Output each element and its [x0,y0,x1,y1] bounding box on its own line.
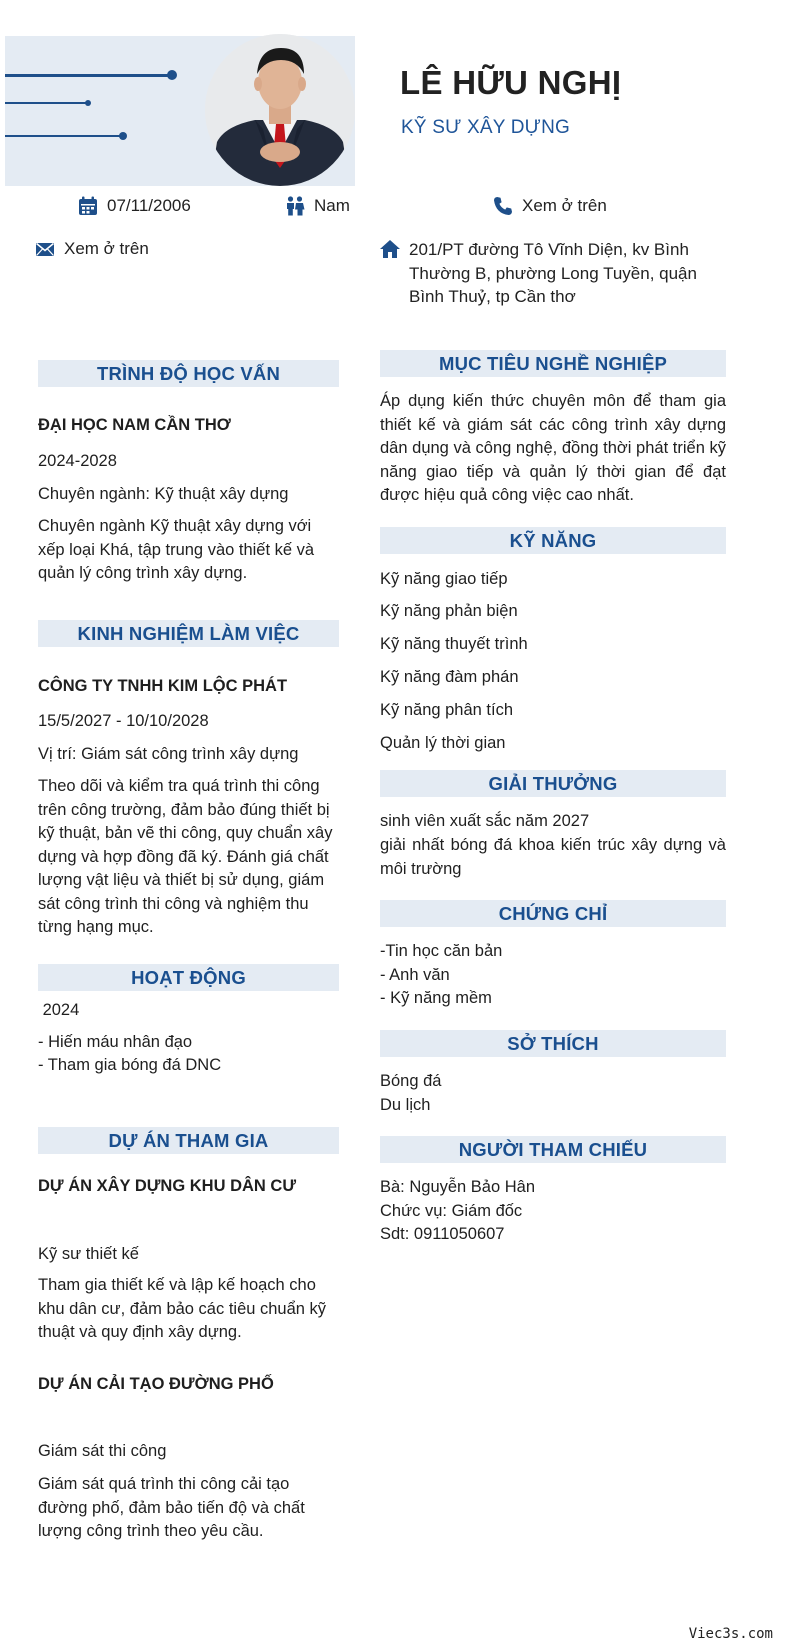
certificate-item: - Kỹ năng mềm [380,989,492,1007]
experience-company: CÔNG TY TNHH KIM LỘC PHÁT [38,677,288,695]
skill-item: Kỹ năng thuyết trình [380,635,528,653]
education-period: 2024-2028 [38,452,117,470]
reference-phone: Sdt: 0911050607 [380,1225,505,1243]
job-title: KỸ SƯ XÂY DỰNG [401,117,571,138]
education-heading: TRÌNH ĐỘ HỌC VẤN [38,360,339,387]
education-description: Chuyên ngành Kỹ thuật xây dựng với xếp loại Khá, tập trung vào thiết kế và quản lý công trình xây dựng. [38,517,315,582]
project-role: Kỹ sư thiết kế [38,1245,139,1263]
certificates-heading: CHỨNG CHỈ [380,900,726,927]
decor-line-2 [5,102,89,104]
phone-icon [493,196,513,216]
skill-item: Kỹ năng phản biện [380,602,518,620]
project-description: Giám sát quá trình thi công cải tạo đường phố, đảm bảo tiến độ và chất lượng công trình theo yêu cầu. [38,1475,305,1540]
hobby-item: Du lịch [380,1096,431,1114]
contact-phone [493,196,607,216]
education-school: ĐẠI HỌC NAM CẦN THƠ [38,416,231,434]
phone-value: Xem ở trên [522,196,607,215]
hobby-item: Bóng đá [380,1072,442,1090]
skill-item: Kỹ năng giao tiếp [380,570,508,588]
award-item: sinh viên xuất sắc năm 2027 [380,812,590,830]
experience-period: 15/5/2027 - 10/10/2028 [38,712,209,730]
education-major: Chuyên ngành: Kỹ thuật xây dựng [38,485,289,503]
project-description: Tham gia thiết kế và lập kế hoạch cho khu dân cư, đảm bảo các tiêu chuẩn kỹ thuật và quy định xây dựng. [38,1276,327,1341]
candidate-name: LÊ HỮU NGHỊ [400,64,622,101]
address-value: 201/PT đường Tô Vĩnh Diện, kv Bình Thường B, phường Long Tuyền, quận Bình Thuỷ, tp Cần thơ [409,240,697,306]
certificate-item: - Anh văn [380,966,450,984]
email-value: Xem ở trên [64,239,149,258]
projects-heading: DỰ ÁN THAM GIA [38,1127,339,1154]
decor-dot-3 [119,132,127,140]
reference-position: Chức vụ: Giám đốc [380,1202,523,1220]
reference-name: Bà: Nguyễn Bảo Hân [380,1178,536,1196]
contact-gender [285,196,350,216]
decor-line-3 [5,135,123,137]
decor-dot-1 [167,70,177,80]
experience-heading: KINH NGHIỆM LÀM VIỆC [38,620,339,647]
people-icon [285,196,305,216]
activity-item: - Tham gia bóng đá DNC [38,1056,222,1074]
calendar-icon [78,196,98,216]
decor-line-1 [5,74,173,77]
watermark: Viec3s.com [688,1626,773,1642]
project-role: Giám sát thi công [38,1442,167,1460]
references-heading: NGƯỜI THAM CHIẾU [380,1136,726,1163]
dob-value: 07/11/2006 [107,196,191,215]
activities-year: 2024 [38,1001,80,1019]
certificate-item: -Tin học căn bản [380,942,503,960]
skill-item: Kỹ năng đàm phán [380,668,519,686]
decor-dot-2 [85,100,91,106]
awards-heading: GIẢI THƯỞNG [380,770,726,797]
project-name: DỰ ÁN CẢI TẠO ĐƯỜNG PHỐ [38,1375,274,1393]
award-item: giải nhất bóng đá khoa kiến trúc xây dựng và môi trường [380,836,726,878]
contact-dob [78,196,191,216]
home-icon [380,239,400,259]
skills-heading: KỸ NĂNG [380,527,726,554]
objective-text: Áp dụng kiến thức chuyên môn để tham gia thiết kế và giám sát các công trình xây dựng dân dụng và công nghệ, đồng thời phát triển kỹ năng giao tiếp và quản lý thời gian để đạt được hiệu quả công việc cao nhất. [380,392,726,504]
hobbies-heading: SỞ THÍCH [380,1030,726,1057]
activity-item: - Hiến máu nhân đạo [38,1033,193,1051]
experience-description: Theo dõi và kiểm tra quá trình thi công trên công trường, đảm bảo đúng thiết bị kỹ thuật, bản vẽ thi công, quy chuẩn xây dựng và hợp đồng đã ký. Đánh giá chất lượng vật liệu và thiết bị sử dụng, giám sát công trình thi công và nghiệm thu từng hạng mục. [38,777,333,936]
objective-heading: MỤC TIÊU NGHỀ NGHIỆP [380,350,726,377]
skill-item: Kỹ năng phân tích [380,701,514,719]
activities-heading: HOẠT ĐỘNG [38,964,339,991]
gender-value: Nam [314,196,350,215]
project-name: DỰ ÁN XÂY DỰNG KHU DÂN CƯ [38,1177,297,1195]
contact-email [35,239,149,259]
experience-position: Vị trí: Giám sát công trình xây dựng [38,745,299,763]
avatar [205,34,355,186]
skill-item: Quản lý thời gian [380,734,506,752]
envelope-icon [35,239,55,259]
